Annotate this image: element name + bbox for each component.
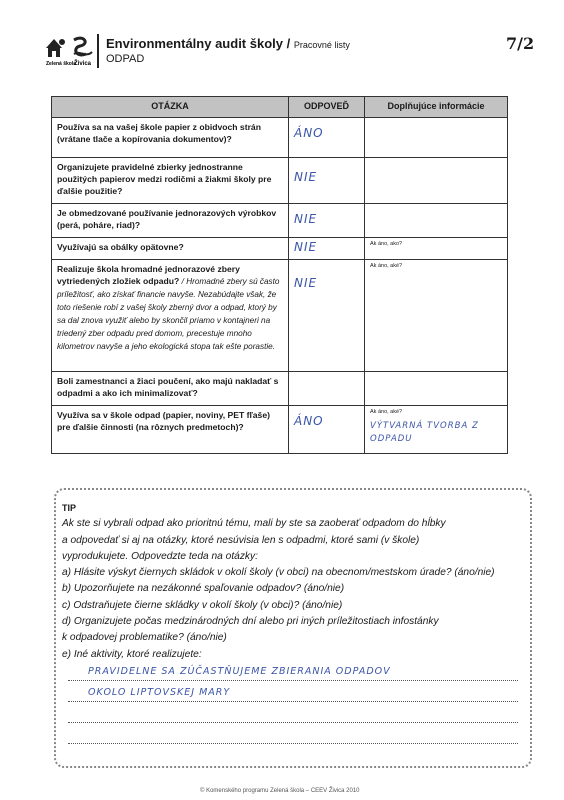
info-cell[interactable] [365, 118, 508, 158]
info-cell[interactable] [365, 372, 508, 406]
title-sub: Pracovné listy [293, 40, 350, 50]
school-logos [40, 34, 100, 70]
handwritten-activity: PRAVIDELNE SA ZÚČASTŇUJEME ZBIERANIA ODPADOV [88, 666, 391, 677]
table-row [52, 204, 508, 238]
handwritten-answer: NIE [294, 212, 318, 226]
answer-cell[interactable] [289, 158, 365, 204]
answer-line[interactable] [68, 701, 518, 702]
handwritten-answer: ÁNO [294, 126, 324, 140]
table-row [52, 406, 508, 454]
question-cell: Organizujete pravidelné zbierky jednostranne použitých papierov medzi rodičmi a žiakmi školy pre ďalšie použitie? [52, 158, 289, 204]
table-row [52, 238, 508, 260]
audit-table [51, 96, 508, 454]
info-cell[interactable] [365, 406, 508, 454]
info-label: Ak áno, aké? [370, 263, 403, 269]
tip-question-a[interactable]: a) Hlásite výskyt čiernych skládok v okolí školy (v obci) na obecnom/mestskom úrade? (áno/nie) [62, 567, 495, 579]
answer-line[interactable] [68, 743, 518, 744]
info-cell[interactable] [365, 158, 508, 204]
info-label: Ak áno, ako? [370, 241, 403, 247]
answer-cell[interactable] [289, 204, 365, 238]
question-cell: Je obmedzované používanie jednorazových výrobkov (perá, poháre, riad)? [52, 204, 289, 238]
page-number: 7/2 [506, 34, 535, 53]
handwritten-answer: NIE [294, 276, 318, 290]
logo2-label: Živica [74, 61, 92, 67]
answer-cell[interactable] [289, 406, 365, 454]
question-note: / Hromadné zbery sú často príležitosť, ako získať financie navyše. Nezabúdajte však, že toto riešenie robí z vašej školy zberný dvor a odpad, ktorý by sa dal znova využiť alebo by skončil priamo v kontajneri na triedený zber odpadu pred domom, precestuje mnoho kilometrov navyše a jeho ekologická stopa tak ešte porastie. [57, 277, 280, 351]
table-row [52, 260, 508, 372]
tip-line: vyprodukujete. Odpovedzte teda na otázky: [62, 550, 258, 562]
table-header-row [52, 97, 508, 118]
answer-cell[interactable] [289, 118, 365, 158]
answer-line[interactable] [68, 680, 518, 681]
answer-line[interactable] [68, 722, 518, 723]
question-cell: Využívajú sa obálky opätovne? [52, 238, 289, 260]
title-main: Environmentálny audit školy / [106, 36, 291, 51]
tip-question-b[interactable]: b) Upozorňujete na nezákonné spaľovanie odpadov? (áno/nie) [62, 583, 345, 595]
zelena-skola-logo-icon [46, 39, 65, 57]
tip-question-c[interactable]: c) Odstraňujete čierne skládky v okolí školy (v obci)? (áno/nie) [62, 599, 343, 611]
question-cell: Využíva sa v škole odpad (papier, noviny, PET fľaše) pre ďalšie činnosti (na rôznych predmetoch)? [52, 406, 289, 454]
header-question: OTÁZKA [52, 97, 289, 118]
tip-question-e: e) Iné aktivity, ktoré realizujete: [62, 648, 202, 660]
question-cell: Boli zamestnanci a žiaci poučení, ako majú nakladať s odpadmi a ako ich minimalizovať? [52, 372, 289, 406]
handwritten-activity: OKOLO LIPTOVSKEJ MARY [88, 687, 231, 698]
table-row [52, 118, 508, 158]
answer-cell[interactable] [289, 238, 365, 260]
info-label: Ak áno, aké? [370, 409, 403, 415]
tip-section [62, 500, 522, 663]
header-answer: ODPOVEĎ [289, 97, 365, 118]
page-footer: © Komenského programu Zelená škola – CEEV Živica 2010 [200, 788, 360, 794]
answer-cell[interactable] [289, 372, 365, 406]
header-divider [97, 34, 99, 68]
tip-heading: TIP [62, 503, 77, 513]
question-text: Realizuje škola hromadné jednorazové zbery vytriedených zložiek odpadu? [57, 264, 240, 286]
zivica-logo-icon [74, 38, 92, 55]
info-cell[interactable] [365, 204, 508, 238]
handwritten-answer: ÁNO [294, 414, 324, 428]
tip-question-d[interactable]: d) Organizujete počas medzinárodných dní alebo pri iných príležitostiach infostánky [62, 616, 439, 628]
tip-line: Ak ste si vybrali odpad ako prioritnú tému, mali by ste sa zaoberať odpadom do hĺbky [62, 518, 446, 530]
answer-cell[interactable] [289, 260, 365, 372]
tip-line: a odpovedať si aj na otázky, ktoré nesúvisia len s odpadmi, ktoré sami (v škole) [62, 534, 420, 546]
handwritten-answer: NIE [294, 170, 318, 184]
page-title [106, 36, 350, 51]
table-row [52, 372, 508, 406]
handwritten-answer: NIE [294, 240, 318, 254]
info-cell[interactable] [365, 238, 508, 260]
question-cell: Používa sa na vašej škole papier z obidvoch strán (vrátane tlače a kopírovania dokumentov)? [52, 118, 289, 158]
tip-question-d-cont[interactable]: k odpadovej problematike? (áno/nie) [62, 632, 227, 644]
question-cell [52, 260, 289, 372]
info-cell[interactable] [365, 260, 508, 372]
table-row [52, 158, 508, 204]
handwritten-note: VÝTVARNÁ TVORBA Z ODPADU [370, 421, 479, 444]
header-info: Doplňujúce informácie [365, 97, 508, 118]
logo1-label: Zelená škola [46, 61, 77, 67]
page-subtitle: ODPAD [106, 53, 145, 65]
